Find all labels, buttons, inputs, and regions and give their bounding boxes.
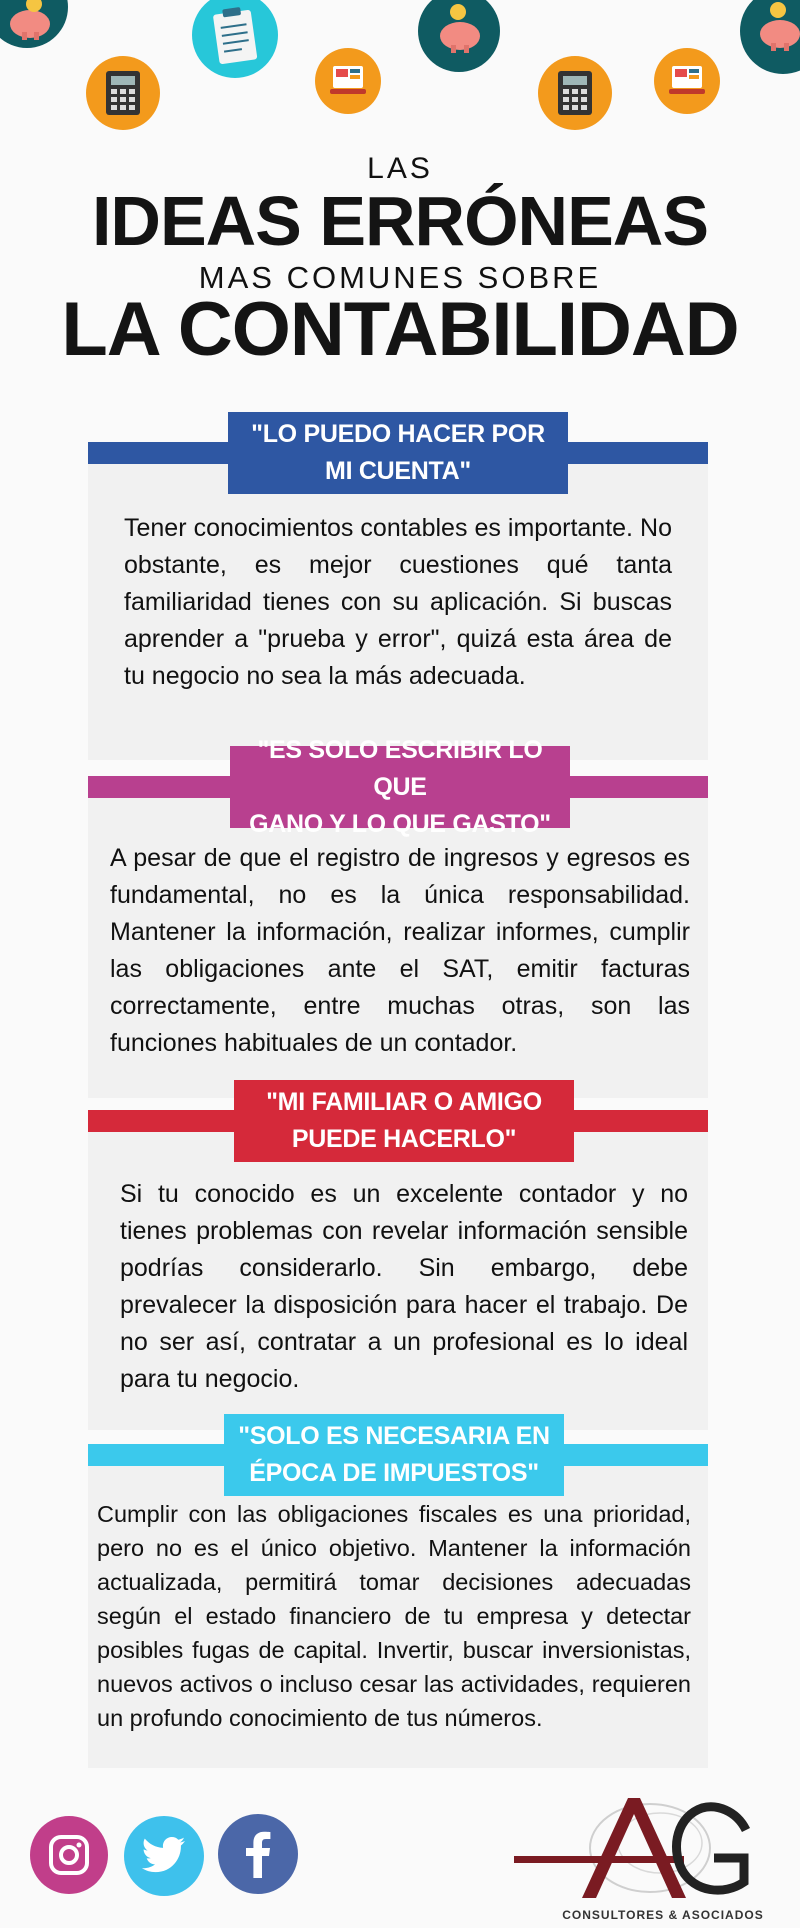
calculator-icon: [538, 56, 612, 130]
piggy-bank-icon: [0, 0, 68, 48]
section-heading-line1: "LO PUEDO HACER POR: [251, 420, 545, 448]
instagram-icon[interactable]: [30, 1816, 108, 1894]
piggy-bank-icon: [740, 0, 800, 74]
logo-tagline: CONSULTORES & ASOCIADOS: [562, 1908, 764, 1922]
title-line-contabilidad: LA CONTABILIDAD: [61, 287, 739, 372]
title-line-ideas: IDEAS ERRÓNEAS: [91, 182, 709, 260]
section-heading: [228, 412, 568, 494]
section-body: Cumplir con las obligaciones fiscales es una prioridad, pero no es el único objetivo. Mantener la información actualizada, permitirá tomar decisiones adecuadas según el estado financiero de tu empresa y detectar posibles fugas de capital. Invertir, buscar inversionistas, nuevos activos o incluso cesar las actividades, requieren un profundo conocimiento de tus números.: [97, 1501, 691, 1731]
twitter-icon[interactable]: [124, 1816, 204, 1896]
calculator-icon: [86, 56, 160, 130]
section-heading-line2: ÉPOCA DE IMPUESTOS": [249, 1459, 539, 1487]
section-body: Tener conocimientos contables es importante. No obstante, es mejor cuestiones qué tanta familiaridad tienes con su aplicación. Si buscas aprender a "prueba y error", quizá esta área de tu negocio no sea la más adecuada.: [124, 514, 672, 690]
section-heading-line1: "MI FAMILIAR O AMIGO: [266, 1088, 542, 1116]
section-heading-line1: "SOLO ES NECESARIA EN: [238, 1422, 550, 1450]
logo-mark: [510, 1788, 770, 1908]
facebook-icon[interactable]: [218, 1814, 298, 1894]
section-body: Si tu conocido es un excelente contador y no tienes problemas con revelar información sensible podrías considerarlo. Sin embargo, debe prevalecer la disposición para hacer el trabajo. De no ser así, contratar a un profesional es lo ideal para tu negocio.: [120, 1180, 688, 1393]
section-heading-line2: PUEDE HACERLO": [291, 1125, 517, 1153]
laptop-chart-icon: [654, 48, 720, 114]
laptop-chart-icon: [315, 48, 381, 114]
section-heading-line2: MI CUENTA": [325, 457, 471, 485]
clipboard-icon: [192, 0, 278, 78]
section-heading: [234, 1080, 574, 1162]
title-line-mas-comunes: MAS COMUNES SOBRE: [198, 260, 602, 295]
section-heading-line2: GANO Y LO QUE GASTO": [249, 809, 551, 838]
section-heading: [230, 735, 570, 838]
title-line-las: LAS: [367, 152, 433, 185]
company-logo: [510, 1788, 770, 1928]
section-heading: [224, 1414, 564, 1496]
section-heading-line1: "ES SOLO ESCRIBIR LO QUE: [257, 735, 543, 801]
section-body: A pesar de que el registro de ingresos y egresos es fundamental, no es la única responsabilidad. Mantener la información, realizar informes, cumplir las obligaciones ante el SAT, emitir facturas correctamente, entre muchas otras, son las funciones habituales de un contador.: [110, 844, 690, 1057]
piggy-bank-icon: [418, 0, 500, 72]
